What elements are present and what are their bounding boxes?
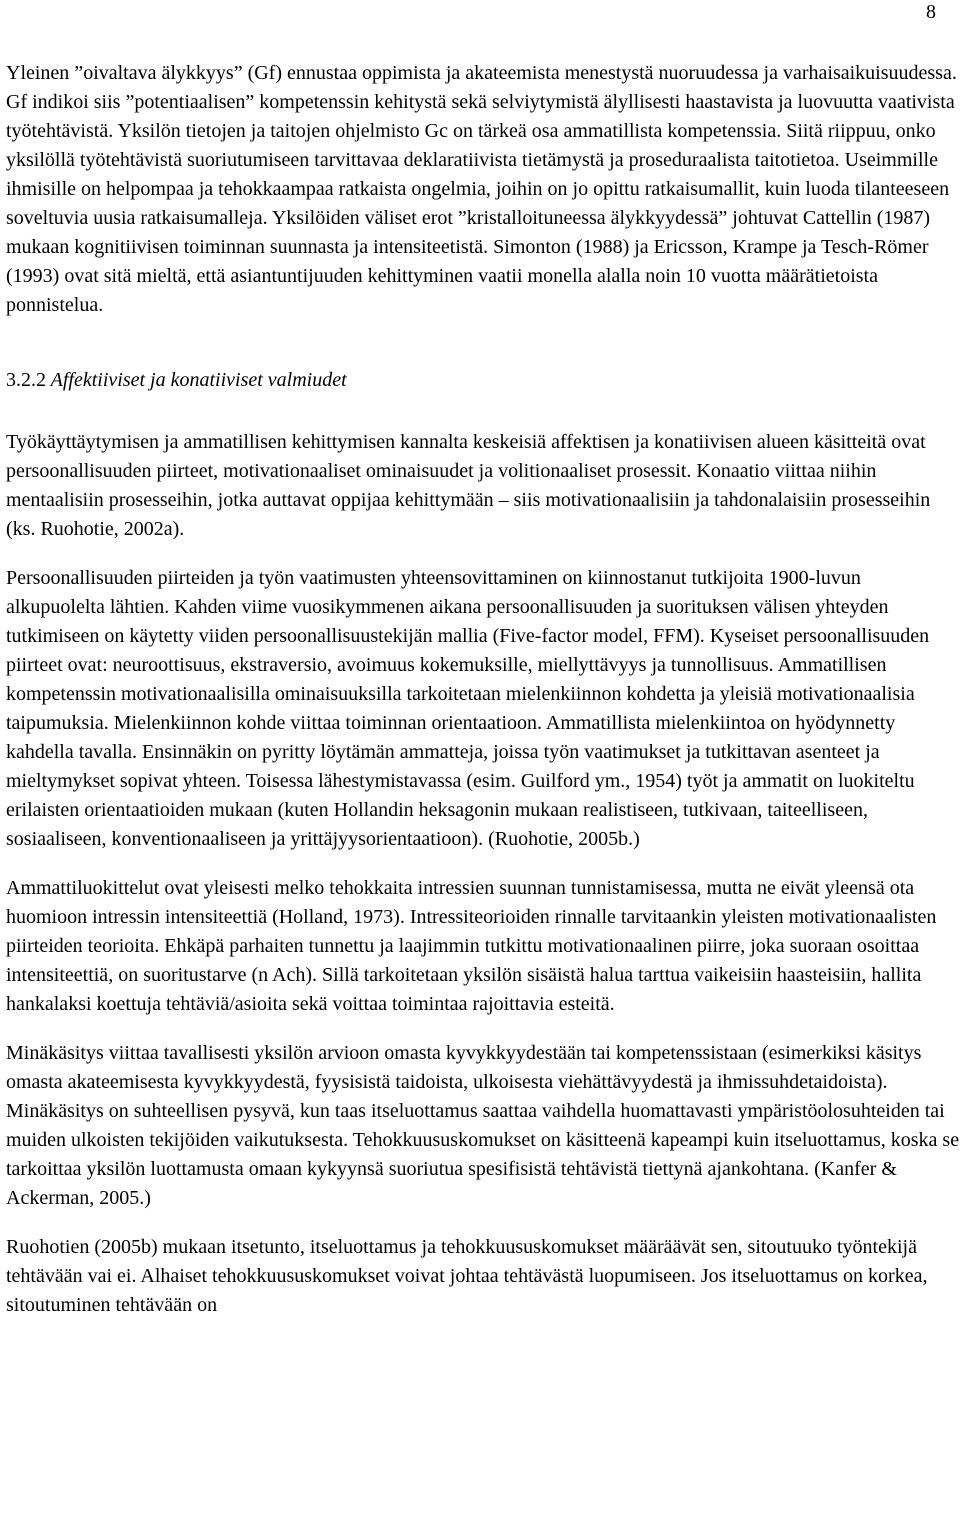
paragraph: Yleinen ”oivaltava älykkyys” (Gf) ennustaa oppimista ja akateemista menestystä nuoruudessa ja varhaisaikuisuudessa. Gf indikoi siis ”potentiaalisen” kompetenssin kehitystä sekä selviytymistä älyllisesti haastavista ja luovuutta vaativista työtehtävistä. Yksilön tietojen ja taitojen ohjelmisto Gc on tärkeä osa ammatillista kompetenssia. Siitä riippuu, onko yksilöllä työtehtävistä suoriutumiseen tarvittavaa deklaratiivista tietämystä ja proseduraalista taitotietoa. Useimmille ihmisille on helpompaa ja tehokkaampaa ratkaista ongelmia, joihin on jo opittu ratkaisumallit, kuin luoda tilanteeseen soveltuvia uusia ratkaisumalleja. Yksilöiden väliset erot ”kristalloituneessa älykkyydessä” johtuvat Cattellin (1987) mukaan kognitiivisen toiminnan suunnasta ja intensiteetistä. Simonton (1988) ja Ericsson, Krampe ja Tesch-Römer (1993) ovat sitä mieltä, että asiantuntijuuden kehittyminen vaatii monella alalla noin 10 vuotta määrätietoista ponnistelua. <box>6 62 957 316</box>
page-number: 8 <box>926 1 936 23</box>
paragraph: Minäkäsitys viittaa tavallisesti yksilön arvioon omasta kyvykkyydestään tai kompetenssistaan (esimerkiksi käsitys omasta akateemisesta kyvykkyydestä, fyysisistä taidoista, ulkoisesta viehättävyydestä ja ihmissuhdetaidoista). Minäkäsitys on suhteellisen pysyvä, kun taas itseluottamus saattaa vaihdella huomattavasti ympäristöolosuhteiden tai muiden ulkoisten tekijöiden vaikutuksesta. Tehokkuususkomukset on käsitteenä kapeampi kuin itseluottamus, koska se tarkoittaa yksilön luottamusta omaan kykyynsä suoriutua spesifisistä tehtävistä tiettynä ajankohtana. (Kanfer & Ackerman, 2005.) <box>6 1042 960 1209</box>
document-body <box>6 59 960 1340</box>
section-number: 3.2.2 <box>6 369 46 391</box>
section-title: Affektiiviset ja konatiiviset valmiudet <box>50 369 347 391</box>
paragraph: Ruohotien (2005b) mukaan itsetunto, itseluottamus ja tehokkuususkomukset määräävät sen, sitoutuuko työntekijä tehtävään vai ei. Alhaiset tehokkuususkomukset voivat johtaa tehtävästä luopumiseen. Jos itseluottamus on korkea, sitoutuminen tehtävään on <box>6 1236 928 1316</box>
paragraph: Persoonallisuuden piirteiden ja työn vaatimusten yhteensovittaminen on kiinnostanut tutkijoita 1900-luvun alkupuolelta lähtien. Kahden viime vuosikymmenen aikana persoonallisuuden ja suorituksen välisen yhteyden tutkimiseen on käytetty viiden persoonallisuustekijän mallia (Five-factor model, FFM). Kyseiset persoonallisuuden piirteet ovat: neuroottisuus, ekstraversio, avoimuus kokemuksille, miellyttävyys ja tunnollisuus. Ammatillisen kompetenssin motivationaalisilla ominaisuuksilla tarkoitetaan mielenkiinnon kohdetta ja yleisiä motivationaalisia taipumuksia. Mielenkiinnon kohde viittaa toiminnan orientaatioon. Ammatillista mielenkiintoa on hyödynnetty kahdella tavalla. Ensinnäkin on pyritty löytämän ammatteja, joissa työn vaatimukset ja tutkittavan asenteet ja mieltymykset sopivat yhteen. Toisessa lähestymistavassa (esim. Guilford ym., 1954) työt ja ammatit on luokiteltu erilaisten orientaatioiden mukaan (kuten Hollandin heksagonin mukaan realistiseen, tutkivaan, taiteelliseen, sosiaaliseen, konventionaaliseen ja yrittäjyysorientaatioon). (Ruohotie, 2005b.) <box>6 567 930 850</box>
section-heading <box>6 366 960 395</box>
paragraph: Työkäyttäytymisen ja ammatillisen kehittymisen kannalta keskeisiä affektisen ja konatiivisen alueen käsitteitä ovat persoonallisuuden piirteet, motivationaaliset ominaisuudet ja volitionaaliset prosessit. Konaatio viittaa niihin mentaalisiin prosesseihin, jotka auttavat oppijaa kehittymään – siis motivationaalisiin ja tahdonalaisiin prosesseihin (ks. Ruohotie, 2002a). <box>6 431 931 540</box>
paragraph: Ammattiluokittelut ovat yleisesti melko tehokkaita intressien suunnan tunnistamisessa, mutta ne eivät yleensä ota huomioon intressin intensiteettiä (Holland, 1973). Intressiteorioiden rinnalle tarvitaankin yleisten motivationaalisten piirteiden teorioita. Ehkäpä parhaiten tunnettu ja laajimmin tutkittu motivationaalinen piirre, joka suoraan osoittaa intensiteettiä, on suoritustarve (n Ach). Sillä tarkoitetaan yksilön sisäistä halua tarttua vaikeisiin haasteisiin, hallita hankalaksi koettuja tehtäviä/asioita sekä voittaa toimintaa rajoittavia esteitä. <box>6 877 937 1015</box>
